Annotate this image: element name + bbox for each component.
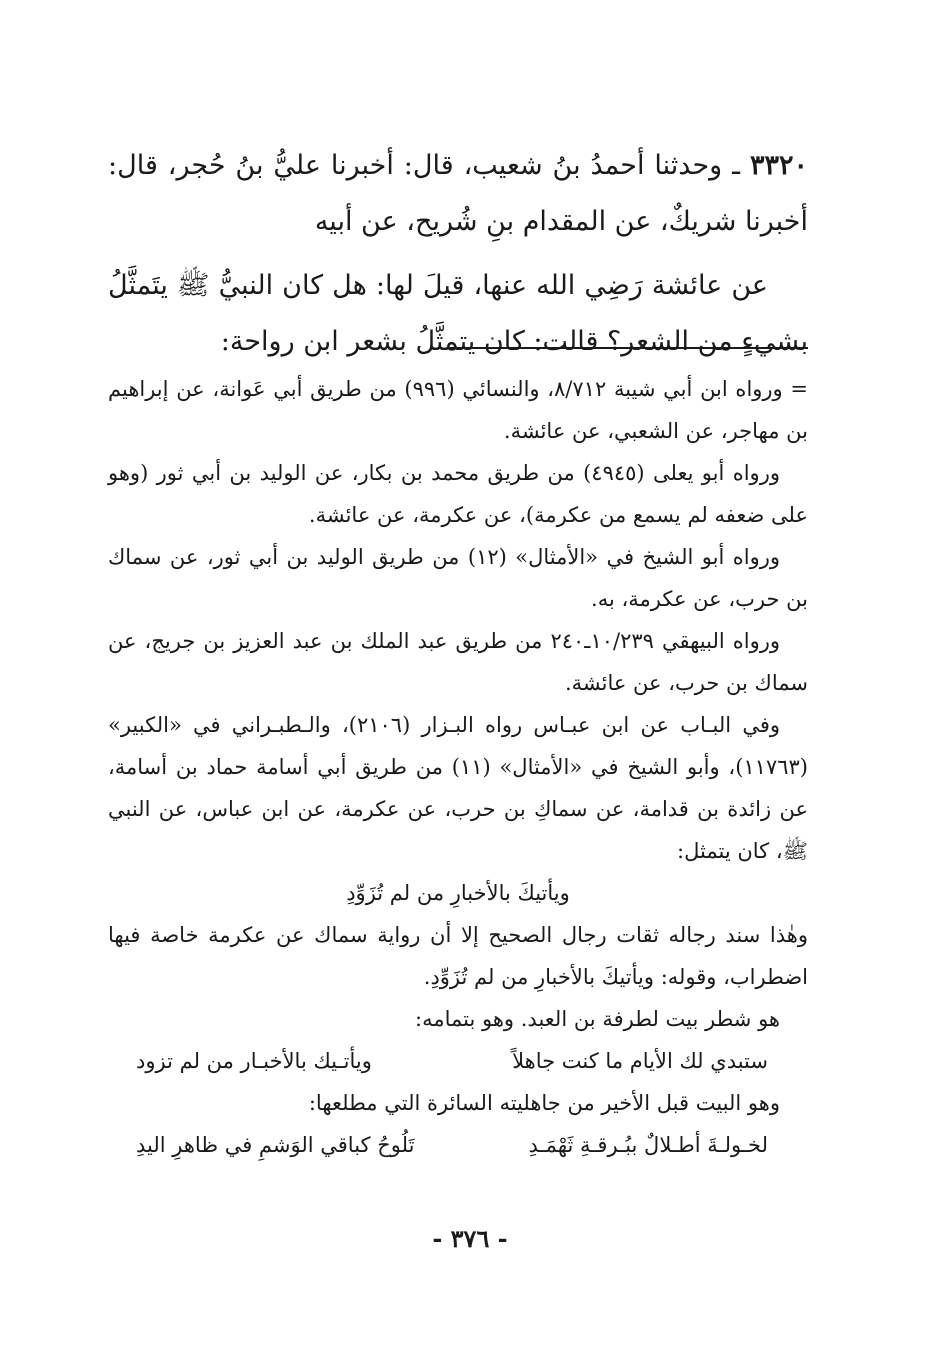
- hadith-isnad: [108, 138, 808, 250]
- verse-first-hemistich: لخـولـةَ أطـلالٌ ببُـرقـةِ ثَهْمَـدِ: [528, 1133, 768, 1157]
- verse-second-hemistich: تَلُوحُ كباقي الوَشمِ في ظاهرِ اليدِ: [136, 1133, 415, 1157]
- footnote-paragraph: ورواه أبو الشيخ في «الأمثال» (١٢) من طريق الوليد بن أبي ثور، عن سماك بن حرب، عن عكرمة، به.: [108, 545, 808, 611]
- footnote-paragraph: = ورواه ابن أبي شيبة ٨/٧١٢، والنسائي (٩٩٦) من طريق أبي عَوانة، عن إبراهيم بن مهاجر، عن الشعبي، عن عائشة.: [108, 377, 808, 443]
- footnote-paragraph: ورواه البيهقي ١٠/٢٣٩ـ٢٤٠ من طريق عبد الملك بن عبد العزيز بن جريج، عن سماك بن حرب، عن عائشة.: [108, 629, 808, 695]
- hadith-body: [108, 138, 808, 370]
- footnote-paragraph: وفي البـاب عن ابن عبـاس رواه البـزار (٢١٠٦)، والـطبـراني في «الكبير» (١١٧٦٣)، وأبو الشيخ في «الأمثال» (١١) من طريق أبي أسامة حماد بن أسامة، عن زائدة بن قدامة، عن سماكِ بن حرب، عن عكرمة، عن ابن عباس، عن النبي ﷺ، كان يتمثل:: [108, 713, 808, 863]
- footnote-paragraph: وهٰذا سند رجاله ثقات رجال الصحيح إلا أن رواية سماك عن عكرمة خاصة فيها اضطراب، وقوله: ويأتيكَ بالأخبارِ من لم تُزَوِّدِ.: [108, 923, 808, 989]
- footnote-paragraph: هو شطر بيت لطرفة بن العبد. وهو بتمامه:: [415, 1007, 780, 1031]
- verse-first-hemistich: ستبدي لك الأيام ما كنت جاهلاً: [512, 1049, 768, 1073]
- footnote-divider: [448, 347, 808, 349]
- footnote-paragraph: وهو البيت قبل الأخير من جاهليته السائرة التي مطلعها:: [308, 1091, 780, 1115]
- verse-line: [108, 1040, 808, 1082]
- verse-second-hemistich: ويأتـيك بالأخبـار من لم تزود: [136, 1049, 372, 1073]
- hadith-matn: عن عائشة رَضِي الله عنها، قيلَ لها: هل كان النبيُّ ﷺ يتَمثَّلُ بشيءٍ من الشعر؟ قالت: كان يتمثَّلُ بشعر ابن رواحة:: [108, 270, 808, 357]
- verse-line: [108, 1124, 808, 1166]
- isnad-text: ـ وحدثنا أحمدُ بنُ شعيب، قال: أخبرنا عليُّ بنُ حُجر، قال: أخبرنا شريكٌ، عن المقدام بنِ شُريح، عن أبيه: [108, 150, 808, 237]
- footnotes: [108, 368, 808, 1166]
- footnote-paragraph: ورواه أبو يعلى (٤٩٤٥) من طريق محمد بن بكار، عن الوليد بن أبي ثور (وهو على ضعفه لم يسمع من عكرمة)، عن عكرمة، عن عائشة.: [108, 461, 808, 527]
- verse-hemistich: ويأتيكَ بالأخبارِ من لم تُزَوِّدِ: [346, 881, 570, 905]
- page-number: - ٣٧٦ -: [432, 1224, 508, 1253]
- hadith-number: ٣٣٢٠: [749, 150, 808, 181]
